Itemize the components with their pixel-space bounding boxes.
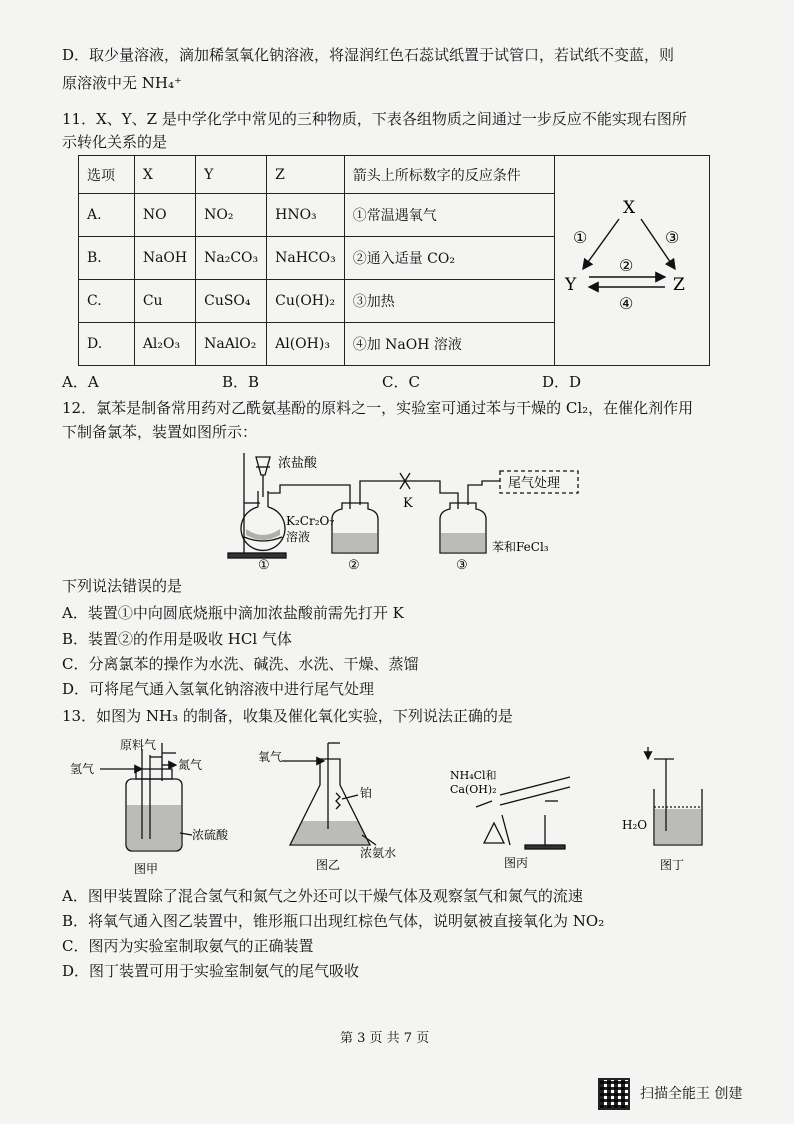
- oxygen-label: 氧气: [258, 750, 283, 764]
- table-cell: Al(OH)₃: [267, 323, 345, 366]
- table-cell: NaOH: [134, 237, 195, 280]
- tail-gas-label: 尾气处理: [508, 476, 561, 491]
- table-cell: Al₂O₃: [134, 323, 195, 366]
- conc-sulfuric-acid-label: 浓硫酸: [192, 828, 229, 842]
- table-cell: ①常温遇氧气: [344, 194, 554, 237]
- table-cell: NaHCO₃: [267, 237, 345, 280]
- table-cell: Cu: [134, 280, 195, 323]
- raw-gas-label: 原料气: [120, 738, 157, 752]
- table-cell: D.: [79, 323, 135, 366]
- q11-choice-c: C．C: [382, 373, 420, 391]
- q11-stem-line1: 11．X、Y、Z 是中学化学中常见的三种物质，下表各组物质之间通过一步反应不能实现右图所: [62, 110, 687, 128]
- label-4: ④: [618, 293, 634, 313]
- table-cell: Cu(OH)₂: [267, 280, 345, 323]
- table-cell: B.: [79, 237, 135, 280]
- q11-choice-b: B．B: [222, 373, 260, 391]
- q13-option-c: C．图丙为实验室制取氨气的正确装置: [62, 937, 314, 955]
- table-header-cell: Y: [196, 156, 267, 194]
- q12-option-d: D．可将尾气通入氢氧化钠溶液中进行尾气处理: [62, 680, 375, 698]
- q13-figures: [70, 735, 710, 880]
- hydrogen-label: 氢气: [70, 762, 95, 776]
- table-header-row: [79, 156, 710, 194]
- apparatus-1-label: ①: [258, 558, 270, 570]
- table-header-cell: 选项: [79, 156, 135, 194]
- table-cell: C.: [79, 280, 135, 323]
- label-2: ②: [618, 255, 634, 275]
- table-cell: Na₂CO₃: [196, 237, 267, 280]
- q11-stem-line2: 示转化关系的是: [62, 133, 168, 151]
- table-cell: HNO₃: [267, 194, 345, 237]
- caoh2-label: Ca(OH)₂: [450, 783, 497, 796]
- fig-bing-caption: 图丙: [504, 856, 529, 870]
- q13-stem: 13．如图为 NH₃ 的制备，收集及催化氧化实验，下列说法正确的是: [62, 707, 513, 725]
- arrow-x-to-y: [583, 219, 619, 269]
- table-header-cell: X: [134, 156, 195, 194]
- label-3: ③: [664, 227, 680, 247]
- table-cell: NO₂: [196, 194, 267, 237]
- table-cell: ③加热: [344, 280, 554, 323]
- valve-k-label: K: [403, 496, 413, 511]
- fig-yi-caption: 图乙: [316, 858, 341, 872]
- q13-option-a: A．图甲装置除了混合氢气和氮气之外还可以干燥气体及观察氢气和氮气的流速: [62, 887, 583, 905]
- scanner-brand: 扫描全能王 创建: [640, 1086, 743, 1102]
- table-header-cell: Z: [267, 156, 345, 194]
- nh4cl-label: NH₄Cl和: [450, 769, 497, 782]
- platinum-label: 铂: [360, 786, 373, 800]
- q12-question: 下列说法错误的是: [62, 577, 183, 595]
- q11-table: [78, 155, 710, 366]
- q12-option-a: A．装置①中向圆底烧瓶中滴加浓盐酸前需先打开 K: [62, 604, 404, 622]
- table-cell: A.: [79, 194, 135, 237]
- node-y: Y: [564, 274, 577, 295]
- node-z: Z: [672, 274, 685, 295]
- reagent-label-1: K₂Cr₂O₇: [286, 514, 335, 528]
- qr-code-icon: [598, 1078, 630, 1110]
- table-cell: NaAlO₂: [196, 323, 267, 366]
- label-1: ①: [572, 227, 588, 247]
- water-label: H₂O: [622, 818, 648, 832]
- q13-option-b: B．将氧气通入图乙装置中，锥形瓶口出现红棕色气体，说明氨被直接氧化为 NO₂: [62, 912, 605, 930]
- table-cell: ②通入适量 CO₂: [344, 237, 554, 280]
- fig-ding-caption: 图丁: [660, 858, 685, 872]
- table-cell: CuSO₄: [196, 280, 267, 323]
- q10-option-d-line2: 原溶液中无 NH₄⁺: [62, 74, 182, 92]
- nitrogen-label: 氮气: [178, 758, 203, 772]
- q12-stem-line1: 12．氯苯是制备常用药对乙酰氨基酚的原料之一，实验室可通过苯与干燥的 Cl₂，在催化剂作用: [62, 399, 694, 417]
- node-x: X: [622, 197, 636, 218]
- apparatus-2-label: ②: [348, 558, 360, 570]
- table-cell: NO: [134, 194, 195, 237]
- fig-jia-caption: 图甲: [134, 862, 159, 876]
- table-header-cell: 箭头上所标数字的反应条件: [344, 156, 554, 194]
- xyz-triangle-diagram: [555, 169, 709, 349]
- q11-choice-d: D．D: [542, 373, 582, 391]
- q11-choice-a: A．A: [62, 373, 99, 391]
- apparatus-3-label: ③: [456, 558, 468, 570]
- q13-option-d: D．图丁装置可用于实验室制氨气的尾气吸收: [62, 962, 360, 980]
- q12-option-c: C．分离氯苯的操作为水洗、碱洗、水洗、干燥、蒸馏: [62, 655, 419, 673]
- benzene-label: 苯和FeCl₃: [492, 540, 549, 554]
- q12-option-b: B．装置②的作用是吸收 HCl 气体: [62, 630, 292, 648]
- q12-apparatus-figure: [220, 445, 630, 570]
- q11-diagram-cell: [554, 156, 709, 366]
- conc-ammonia-label: 浓氨水: [360, 846, 397, 860]
- page-footer: 第 3 页 共 7 页: [340, 1031, 430, 1046]
- q10-option-d-line1: D．取少量溶液，滴加稀氢氧化钠溶液，将湿润红色石蕊试纸置于试管口，若试纸不变蓝，则: [62, 46, 675, 64]
- reagent-label-2: 溶液: [286, 530, 311, 544]
- table-cell: ④加 NaOH 溶液: [344, 323, 554, 366]
- acid-label: 浓盐酸: [278, 456, 318, 471]
- q12-stem-line2: 下制备氯苯，装置如图所示：: [62, 423, 258, 441]
